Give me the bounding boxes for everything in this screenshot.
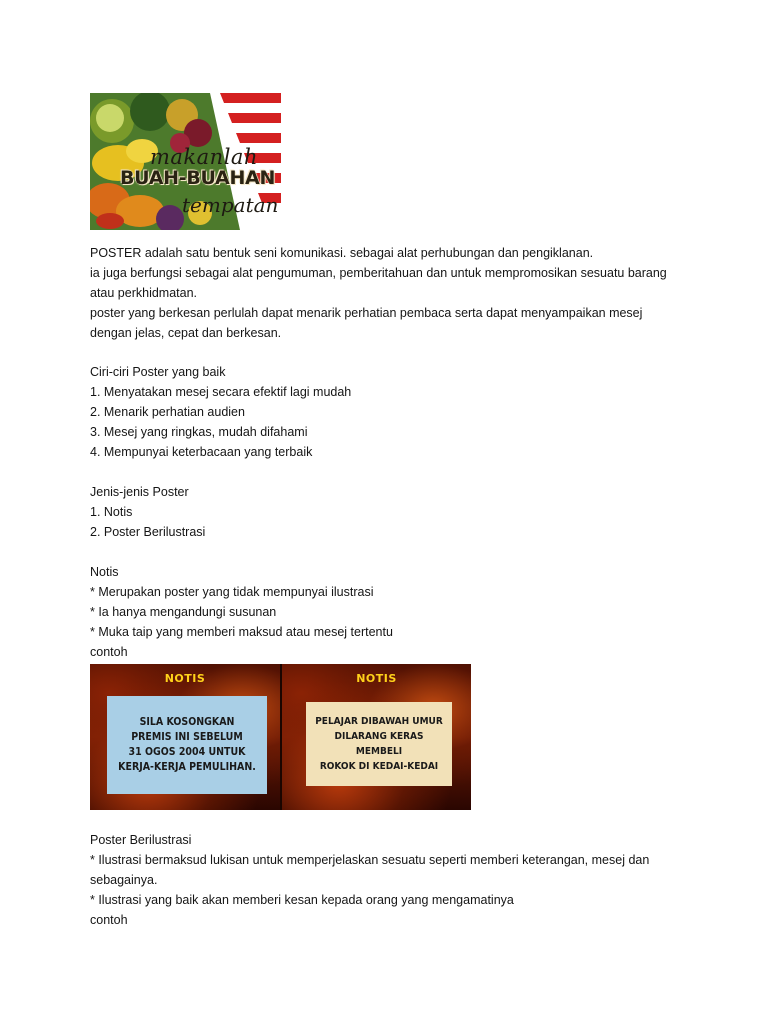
list-item: * Merupakan poster yang tidak mempunyai ilustrasi (90, 585, 374, 599)
notis-example-2 (282, 664, 471, 810)
notis-card (107, 696, 267, 794)
notis-example-1 (90, 664, 280, 810)
notis-card-line: 31 OGOS 2004 UNTUK (128, 746, 246, 758)
contoh-label: contoh (90, 913, 128, 927)
intro-line: ia juga berfungsi sebagai alat pengumuman, pemberitahuan dan untuk mempromosikan sesuatu barang (90, 266, 667, 280)
list-item: 1. Menyatakan mesej secara efektif lagi mudah (90, 385, 352, 399)
list-item: * Muka taip yang memberi maksud atau mesej tertentu (90, 625, 393, 639)
hero-line-2: BUAH-BUAHAN (120, 167, 276, 189)
berilustrasi-line: * Ilustrasi bermaksud lukisan untuk memperjelaskan sesuatu seperti memberi keterangan, mesej dan (90, 853, 650, 867)
intro-paragraph (90, 243, 690, 343)
list-item: 1. Notis (90, 505, 133, 519)
notis-head: NOTIS (164, 672, 206, 685)
list-item: 3. Mesej yang ringkas, mudah difahami (90, 425, 308, 439)
intro-line: POSTER adalah satu bentuk seni komunikasi. sebagai alat perhubungan dan pengiklanan. (90, 246, 594, 260)
notis-example-images (90, 664, 471, 810)
notis-card-line: PREMIS INI SEBELUM (131, 731, 243, 743)
berilustrasi-section (90, 830, 690, 930)
fruit-poster-image (90, 93, 281, 230)
hero-line-3: tempatan (182, 193, 279, 217)
notis-card-line: PELAJAR DIBAWAH UMUR (315, 716, 443, 727)
notis-card (306, 702, 452, 786)
berilustrasi-title: Poster Berilustrasi (90, 833, 192, 847)
contoh-label: contoh (90, 645, 128, 659)
notis-card-line: DILARANG KERAS MEMBELI (334, 731, 424, 757)
berilustrasi-line: sebagainya. (90, 873, 158, 887)
notis-card-line: ROKOK DI KEDAI-KEDAI (319, 761, 439, 772)
ciri-section (90, 362, 690, 462)
intro-line: dengan jelas, cepat dan berkesan. (90, 326, 282, 340)
notis-card-line: SILA KOSONGKAN (139, 716, 235, 728)
ciri-title: Ciri-ciri Poster yang baik (90, 365, 226, 379)
jenis-title: Jenis-jenis Poster (90, 485, 189, 499)
list-item: 2. Menarik perhatian audien (90, 405, 245, 419)
notis-section (90, 562, 690, 662)
list-item: 4. Mempunyai keterbacaan yang terbaik (90, 445, 313, 459)
list-item: * Ia hanya mengandungi susunan (90, 605, 277, 619)
intro-line: poster yang berkesan perlulah dapat menarik perhatian pembaca serta dapat menyampaikan mesej (90, 306, 643, 320)
hero-line-1: makanlah (150, 145, 258, 169)
berilustrasi-line: * Ilustrasi yang baik akan memberi kesan kepada orang yang mengamatinya (90, 893, 514, 907)
notis-title: Notis (90, 565, 119, 579)
list-item: 2. Poster Berilustrasi (90, 525, 206, 539)
intro-line: atau perkhidmatan. (90, 286, 198, 300)
jenis-section (90, 482, 690, 542)
notis-head: NOTIS (356, 672, 397, 685)
notis-card-line: KERJA-KERJA PEMULIHAN. (118, 761, 256, 773)
